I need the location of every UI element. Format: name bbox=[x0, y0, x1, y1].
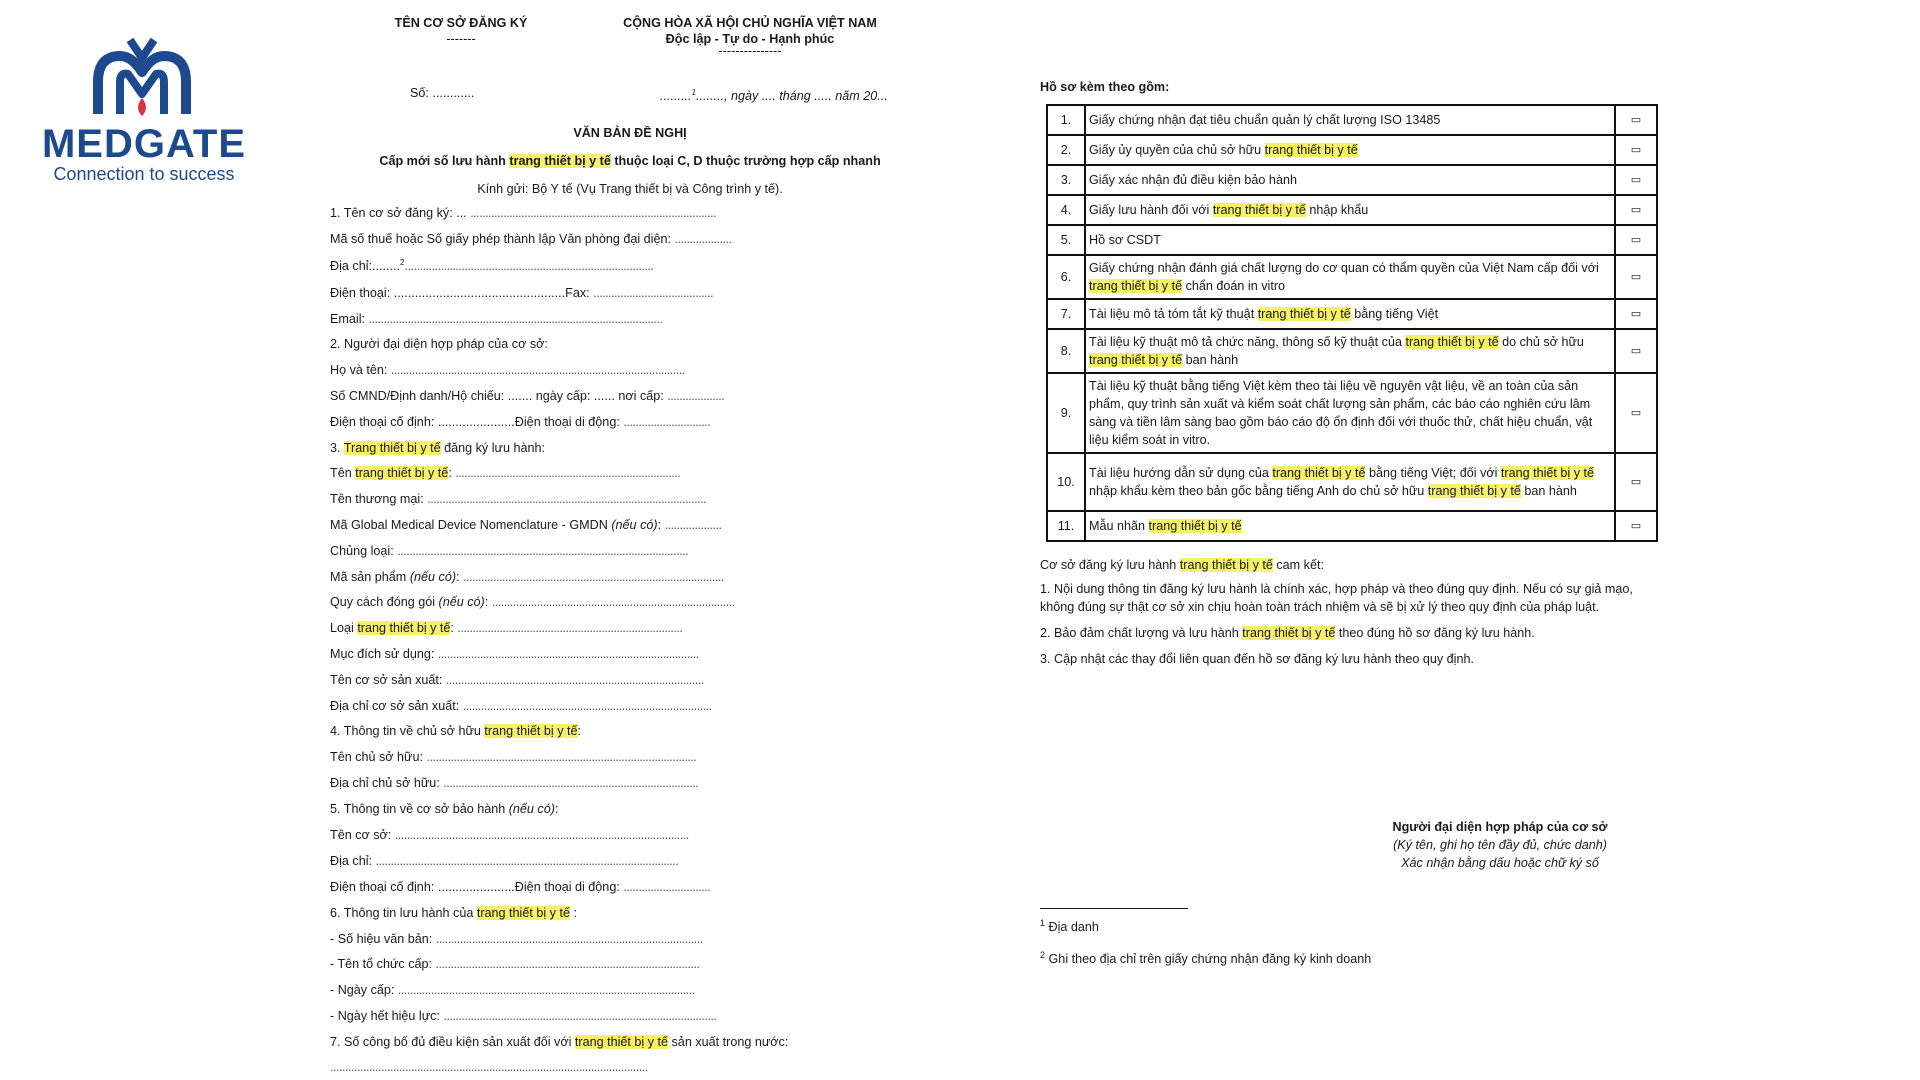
attachment-row bbox=[1047, 225, 1657, 255]
fill-in-dots: ............................. bbox=[623, 415, 711, 429]
commitment-1: 1. Nội dung thông tin đăng ký lưu hành là chính xác, hợp pháp và theo đúng quy định. Nếu có sự giả mạo, không đúng sự thật cơ sở xin chịu hoàn toàn trách nhiệm và sẽ bị xử lý theo quy định của pháp luật. bbox=[1040, 582, 1633, 614]
form-line bbox=[330, 258, 653, 273]
form-line-label: Tên bbox=[330, 466, 356, 480]
attachments-title: Hồ sơ kèm theo gồm: bbox=[1040, 80, 1170, 94]
form-line-label-tail: : bbox=[450, 621, 458, 635]
form-line-label: - Ngày cấp: bbox=[330, 983, 398, 997]
fill-in-dots: ................................................................................... bbox=[462, 699, 712, 713]
form-line-label: 5. Thông tin về cơ sở bảo hành bbox=[330, 802, 509, 816]
form-line bbox=[330, 724, 581, 738]
commitment-intro: Cơ sở đăng ký lưu hành trang thiết bị y tế cam kết: bbox=[1040, 558, 1324, 572]
attachment-number: 8. bbox=[1047, 329, 1085, 373]
fill-in-dots: .................................................................................................. bbox=[390, 363, 685, 377]
logo-tagline: Connection to success bbox=[53, 164, 235, 184]
attachment-text: Tài liệu mô tả tóm tắt kỹ thuật trang thiết bị y tế bằng tiếng Việt bbox=[1085, 299, 1615, 329]
form-line bbox=[330, 312, 662, 326]
footnote-2: $^2$ Ghi theo địa chỉ trên giấy chứng nhận đăng ký kinh doanh bbox=[1040, 950, 1372, 967]
attachments-table bbox=[1046, 104, 1658, 542]
attachment-text: Hồ sơ CSDT bbox=[1085, 225, 1615, 255]
medgate-logo bbox=[28, 36, 258, 186]
attachment-checkbox[interactable]: ▭ bbox=[1615, 373, 1657, 453]
form-line bbox=[330, 802, 558, 816]
fill-in-dots: ........................................................................................ bbox=[435, 957, 700, 971]
form-line-label: Mã số thuế hoặc Số giấy phép thành lập Văn phòng đại diện: bbox=[330, 232, 675, 246]
attachment-row bbox=[1047, 255, 1657, 299]
fill-in-dots: .......................................................................................... bbox=[426, 750, 697, 764]
highlight-term: trang thiết bị y tế bbox=[484, 724, 578, 738]
form-line bbox=[330, 828, 689, 842]
highlight-term: trang thiết bị y tế bbox=[357, 621, 451, 635]
form-line bbox=[330, 466, 680, 480]
request-form-page bbox=[330, 0, 930, 1080]
attachment-row bbox=[1047, 453, 1657, 511]
document-date: .........$^1$........, ngày .... tháng ..... năm 20... bbox=[660, 88, 888, 104]
form-line bbox=[330, 415, 710, 429]
form-line-label-tail: sản xuất trong nước: bbox=[668, 1035, 789, 1049]
optional-note: (nếu có) bbox=[409, 570, 457, 584]
form-line bbox=[330, 621, 682, 635]
form-line bbox=[330, 750, 696, 764]
footnote-ref-1: 1 bbox=[691, 88, 696, 97]
form-line-label: Mã sản phẩm bbox=[330, 570, 410, 584]
fill-in-dots: ........................................ bbox=[593, 286, 714, 300]
form-line bbox=[330, 1060, 648, 1074]
attachment-text: Giấy xác nhận đủ điều kiện bảo hành bbox=[1085, 165, 1615, 195]
form-line-label: 6. Thông tin lưu hành của bbox=[330, 906, 477, 920]
fill-in-dots: ................... bbox=[664, 518, 722, 532]
fill-in-dots: ................................................................................................. bbox=[397, 544, 689, 558]
form-line bbox=[330, 957, 699, 971]
fill-in-dots: .................................................................................................. bbox=[368, 312, 663, 326]
document-number: Số: ............ bbox=[410, 86, 475, 100]
form-line-label-tail: đăng ký lưu hành: bbox=[440, 441, 545, 455]
form-line bbox=[330, 518, 722, 532]
fill-in-dots: ............................. bbox=[623, 880, 711, 894]
form-line-label: Điện thoại cố định: ......................Điện thoại di động: bbox=[330, 415, 624, 429]
form-line bbox=[330, 983, 695, 997]
attachment-number: 7. bbox=[1047, 299, 1085, 329]
attachment-checkbox[interactable]: ▭ bbox=[1615, 165, 1657, 195]
optional-note: (nếu có) bbox=[508, 802, 555, 816]
attachment-row bbox=[1047, 135, 1657, 165]
form-line-label: Địa chỉ: bbox=[330, 854, 376, 868]
fill-in-dots: ..................................................................................... bbox=[443, 776, 699, 790]
form-line bbox=[330, 286, 713, 300]
highlight-term: trang thiết bị y tế bbox=[355, 466, 449, 480]
attachment-checkbox[interactable]: ▭ bbox=[1615, 135, 1657, 165]
form-line-label-tail: : bbox=[554, 802, 559, 816]
attachment-number: 1. bbox=[1047, 105, 1085, 135]
fill-in-dots: ................... bbox=[667, 389, 725, 403]
form-line bbox=[330, 389, 724, 403]
fill-in-dots: ................................................................................... bbox=[404, 259, 654, 274]
fill-in-dots: ......................................................................................... bbox=[435, 932, 703, 946]
fill-in-dots: ...................................................................................... bbox=[445, 673, 704, 687]
form-line-label: - Ngày hết hiệu lực: bbox=[330, 1009, 444, 1023]
attachment-number: 10. bbox=[1047, 453, 1085, 511]
attachment-row bbox=[1047, 105, 1657, 135]
form-line bbox=[330, 441, 545, 455]
attachment-text: Giấy chứng nhận đánh giá chất lượng do cơ quan có thẩm quyền của Việt Nam cấp đối với trang thiết bị y tế chẩn đoán in vitro bbox=[1085, 255, 1615, 299]
form-line-label: Email: bbox=[330, 312, 369, 326]
signature-title: Người đại diện hợp pháp của cơ sở bbox=[1392, 820, 1608, 834]
attachment-text: Giấy ủy quyền của chủ sở hữu trang thiết bị y tế bbox=[1085, 135, 1615, 165]
optional-note: (nếu có) bbox=[438, 595, 485, 609]
attachment-text: Mẫu nhãn trang thiết bị y tế bbox=[1085, 511, 1615, 541]
form-line-label: Chủng loại: bbox=[330, 544, 398, 558]
attachment-text: Tài liệu hướng dẫn sử dụng của trang thiết bị y tế bằng tiếng Việt; đối với trang thiết bị y tế nhập khẩu kèm theo bản gốc bằng tiếng Anh do chủ sở hữu trang thiết bị y tế ban hành bbox=[1085, 453, 1615, 511]
fill-in-dots: ........................................................................... bbox=[455, 466, 681, 480]
fill-in-dots: .......................................................................................................... bbox=[330, 1060, 648, 1074]
attachment-checkbox[interactable]: ▭ bbox=[1615, 105, 1657, 135]
form-line-label: Số CMND/Định danh/Hộ chiếu: ....... ngày cấp: ...... nơi cấp: bbox=[330, 389, 668, 403]
attachment-row bbox=[1047, 195, 1657, 225]
form-line bbox=[330, 232, 731, 246]
commitment-3: 3. Cập nhật các thay đổi liên quan đến hồ sơ đăng ký lưu hành theo quy định. bbox=[1040, 652, 1474, 666]
fill-in-dots: ................................................................................................... bbox=[397, 983, 695, 997]
attachment-checkbox[interactable]: ▭ bbox=[1615, 511, 1657, 541]
attachment-row bbox=[1047, 299, 1657, 329]
form-line-label: Tên cơ sở: bbox=[330, 828, 395, 842]
attachment-checkbox[interactable]: ▭ bbox=[1615, 225, 1657, 255]
form-line bbox=[330, 647, 699, 661]
attachment-number: 6. bbox=[1047, 255, 1085, 299]
fill-in-dots: ....................................................................................... bbox=[463, 570, 724, 584]
form-line bbox=[330, 1035, 788, 1049]
fill-in-dots: ............................................................................................. bbox=[427, 492, 707, 506]
form-line-label: Tên thương mại: bbox=[330, 492, 428, 506]
attachments-page bbox=[1040, 0, 1660, 1080]
form-line-label: 7. Số công bố đủ điều kiện sản xuất đối với bbox=[330, 1035, 575, 1049]
form-line bbox=[330, 595, 735, 609]
attachment-text: Giấy chứng nhận đạt tiêu chuẩn quản lý chất lượng ISO 13485 bbox=[1085, 105, 1615, 135]
form-line-label: Loại bbox=[330, 621, 358, 635]
form-line-label: Điện thoại: .................................................Fax: bbox=[330, 286, 594, 300]
attachment-row bbox=[1047, 511, 1657, 541]
form-line bbox=[330, 776, 698, 790]
form-line-label: Mục đích sử dụng: bbox=[330, 647, 438, 661]
form-line-label: Họ và tên: bbox=[330, 363, 391, 377]
form-line-label: Địa chỉ chủ sở hữu: bbox=[330, 776, 444, 790]
registrant-header bbox=[376, 16, 546, 46]
attachment-number: 11. bbox=[1047, 511, 1085, 541]
form-line-label: Địa chỉ:........ bbox=[330, 259, 400, 274]
fill-in-dots: ................... bbox=[674, 232, 732, 246]
form-line-label-tail: : bbox=[577, 724, 581, 738]
signature-note-2: Xác nhận bằng dấu hoặc chữ ký số bbox=[1401, 856, 1599, 870]
footnote-1: $^1$ Địa danh bbox=[1040, 918, 1099, 935]
form-line bbox=[330, 544, 688, 558]
attachment-row bbox=[1047, 373, 1657, 453]
form-line bbox=[330, 363, 685, 377]
footnote-ref: 2 bbox=[400, 258, 405, 267]
national-header bbox=[580, 16, 920, 58]
attachment-checkbox[interactable]: ▭ bbox=[1615, 329, 1657, 373]
form-line-label: - Số hiệu văn bản: bbox=[330, 932, 436, 946]
form-line-label-tail: : bbox=[456, 570, 464, 584]
form-line bbox=[330, 492, 706, 506]
registrant-name-label: TÊN CƠ SỞ ĐĂNG KÝ bbox=[394, 16, 528, 30]
document-title: VĂN BẢN ĐỀ NGHỊ bbox=[573, 126, 687, 140]
form-line-label-tail: : bbox=[484, 595, 492, 609]
footnote-divider bbox=[1040, 908, 1188, 909]
attachment-number: 4. bbox=[1047, 195, 1085, 225]
form-line bbox=[330, 880, 710, 894]
form-line bbox=[330, 699, 712, 713]
form-line-label: - Tên tổ chức cấp: bbox=[330, 957, 436, 971]
header-dash: ------- bbox=[446, 32, 476, 46]
form-line-label-tail: : bbox=[569, 906, 577, 920]
highlight-term: Trang thiết bị y tế bbox=[343, 441, 441, 455]
form-line-label: Quy cách đóng gói bbox=[330, 595, 439, 609]
national-title: CỘNG HÒA XÃ HỘI CHỦ NGHĨA VIỆT NAM bbox=[623, 16, 877, 30]
fill-in-dots: ........................................................................................... bbox=[443, 1009, 717, 1023]
medgate-logo-icon bbox=[90, 36, 194, 120]
form-line-label-tail: : bbox=[448, 466, 456, 480]
form-line-label: Điện thoại cố định: ......................Điện thoại di động: bbox=[330, 880, 624, 894]
attachment-number: 9. bbox=[1047, 373, 1085, 453]
fill-in-dots: ....................................................................................... bbox=[437, 647, 699, 661]
attachment-text: Tài liệu kỹ thuật bằng tiếng Việt kèm theo tài liệu về nguyên vật liệu, về an toàn của sản phẩm, quy trình sản xuất và kiểm soát chất lượng sản phẩm, các báo cáo nghiên cứu lâm sàng và tiền lâm sàng bao gồm báo cáo độ ổn định đối với thuốc thử, chất hiệu chuẩn, vật liệu kiểm soát in vitro. bbox=[1085, 373, 1615, 453]
form-line-label: 4. Thông tin về chủ sở hữu bbox=[330, 724, 485, 738]
commitment-2: 2. Bảo đảm chất lượng và lưu hành trang thiết bị y tế theo đúng hồ sơ đăng ký lưu hành. bbox=[1040, 626, 1535, 640]
form-line-label: 1. Tên cơ sở đăng ký: ... bbox=[330, 206, 471, 220]
attachment-row bbox=[1047, 165, 1657, 195]
fill-in-dots: .................................................................................. bbox=[470, 206, 717, 220]
national-motto: Độc lập - Tự do - Hạnh phúc bbox=[665, 32, 835, 46]
highlight-term: trang thiết bị y tế bbox=[476, 906, 570, 920]
form-line bbox=[330, 932, 703, 946]
motto-dash: --------------- bbox=[718, 44, 782, 58]
attachment-checkbox[interactable]: ▭ bbox=[1615, 453, 1657, 511]
signature-note-1: (Ký tên, ghi họ tên đầy đủ, chức danh) bbox=[1393, 838, 1607, 852]
form-line-label: Địa chỉ cơ sở sản xuất: bbox=[330, 699, 463, 713]
optional-note: (nếu có) bbox=[611, 518, 658, 532]
attachment-text: Giấy lưu hành đối với trang thiết bị y tế nhập khẩu bbox=[1085, 195, 1615, 225]
form-line-label: 3. bbox=[330, 441, 344, 455]
form-line bbox=[330, 854, 678, 868]
attachment-row bbox=[1047, 329, 1657, 373]
attachment-number: 2. bbox=[1047, 135, 1085, 165]
document-subtitle: Cấp mới số lưu hành trang thiết bị y tế thuộc loại C, D thuộc trường hợp cấp nhanh bbox=[379, 154, 881, 168]
fill-in-dots: ..................................................................................................... bbox=[375, 854, 679, 868]
form-line bbox=[330, 337, 548, 351]
fill-in-dots: ................................................................................. bbox=[491, 595, 735, 609]
fill-in-dots: ........................................................................... bbox=[457, 621, 683, 635]
form-line bbox=[330, 673, 704, 687]
fill-in-dots: .................................................................................................. bbox=[394, 828, 689, 842]
form-line-label: Tên chủ sở hữu: bbox=[330, 750, 427, 764]
document-recipient: Kính gửi: Bộ Y tế (Vụ Trang thiết bị và Công trình y tế). bbox=[477, 182, 783, 196]
attachment-number: 3. bbox=[1047, 165, 1085, 195]
attachment-text: Tài liệu kỹ thuật mô tả chức năng, thông số kỹ thuật của trang thiết bị y tế do chủ sở hữu trang thiết bị y tế ban hành bbox=[1085, 329, 1615, 373]
form-line bbox=[330, 206, 716, 220]
form-line-label: Tên cơ sở sản xuất: bbox=[330, 673, 446, 687]
signature-block bbox=[1340, 818, 1660, 872]
attachment-number: 5. bbox=[1047, 225, 1085, 255]
form-line-label: Mã Global Medical Device Nomenclature - GMDN bbox=[330, 518, 612, 532]
form-line-label-tail: : bbox=[657, 518, 665, 532]
attachment-checkbox[interactable]: ▭ bbox=[1615, 299, 1657, 329]
logo-brand: MEDGATE bbox=[41, 122, 247, 166]
form-line bbox=[330, 1009, 716, 1023]
highlight-term: trang thiết bị y tế bbox=[574, 1035, 669, 1049]
form-line-label: 2. Người đại diện hợp pháp của cơ sở: bbox=[330, 337, 548, 351]
attachment-checkbox[interactable]: ▭ bbox=[1615, 195, 1657, 225]
form-line bbox=[330, 906, 577, 920]
attachment-checkbox[interactable]: ▭ bbox=[1615, 255, 1657, 299]
form-line bbox=[330, 570, 724, 584]
